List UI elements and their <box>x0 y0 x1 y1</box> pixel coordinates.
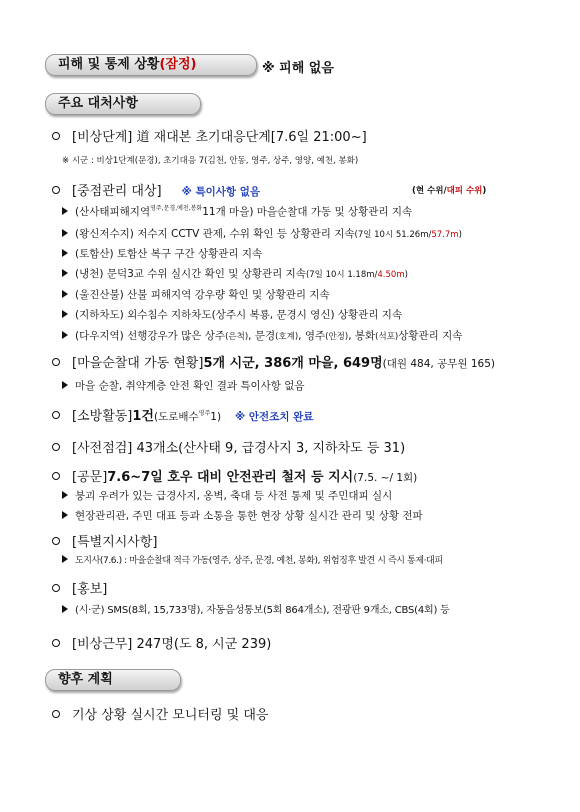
official-title: [공문] 7.6~7일 호우 대비 안전관리 철저 등 지시 (7.5. ~/ 1회) <box>52 466 417 485</box>
triangle-bullet-icon <box>62 331 68 339</box>
plan-pill-label: 향후 계획 <box>58 672 113 687</box>
triangle-bullet-icon <box>62 555 68 563</box>
pr-title: [홍보] <box>52 578 107 597</box>
fire-title: [소방활동] 1건 (도로배수 영주 1) ※ 안전조치 완료 <box>52 405 313 424</box>
circle-bullet-icon <box>52 186 60 194</box>
plan-section-pill <box>45 669 181 691</box>
circle-bullet-icon <box>52 639 60 647</box>
focus-item-naengcheon: (냉천) 문덕3교 수위 실시간 확인 및 상황관리 지속 (7일 10시 1.18m/ 4.50m ) <box>62 266 408 281</box>
circle-bullet-icon <box>52 411 60 419</box>
status-note: ※ 피해 없음 <box>262 61 334 76</box>
triangle-bullet-icon <box>62 491 68 499</box>
focus-item-underpass: (지하차도) 외수침수 지하차도(상주시 복룡, 문경시 영신) 상황관리 지속 <box>62 307 402 322</box>
triangle-bullet-icon <box>62 229 68 237</box>
focus-item-tohamsan: (토함산) 토함산 복구 구간 상황관리 지속 <box>62 246 262 261</box>
official-detail-1: 붕괴 우려가 있는 급경사지, 옹벽, 축대 등 사전 통제 및 주민대피 실시 <box>62 488 392 503</box>
triangle-bullet-icon <box>62 511 68 519</box>
patrol-detail: 마을 순찰, 취약계층 안전 확인 결과 특이사항 없음 <box>62 378 305 393</box>
triangle-bullet-icon <box>62 249 68 257</box>
triangle-bullet-icon <box>62 290 68 298</box>
focus-item-reservoir: (왕신저수지) 저수지 CCTV 관제, 수위 확인 등 상황관리 지속 (7일 10시 51.26m/ 57.7m ) <box>62 226 462 241</box>
status-section-pill <box>45 54 257 76</box>
fire-note: ※ 안전조치 완료 <box>235 411 314 423</box>
special-detail: 도지사(7.6.) : 마을순찰대 적극 가동(영주, 상주, 문경, 예천, 봉화), 위험징후 발견 시 즉시 통제·대피 <box>62 553 443 566</box>
precheck-title: [사전점검] 43개소(산사태 9, 급경사지 3, 지하차도 등 31) <box>52 437 405 456</box>
triangle-bullet-icon <box>62 310 68 318</box>
circle-bullet-icon <box>52 472 60 480</box>
status-pill-label: 피해 및 통제 상황 <box>58 57 160 72</box>
triangle-bullet-icon <box>62 605 68 613</box>
patrol-title: [마을순찰대 가동 현황] 5개 시군, 386개 마을, 649명 (대원 484, 공무원 165) <box>52 352 495 371</box>
plan-item: 기상 상황 실시간 모니터링 및 대응 <box>52 704 268 723</box>
circle-bullet-icon <box>52 443 60 451</box>
emergency-detail: ※ 시군 : 비상1단계(문경), 초기대응 7(김천, 안동, 영주, 상주, 영양, 예천, 봉화) <box>62 156 359 166</box>
special-title: [특별지시사항] <box>52 531 158 550</box>
circle-bullet-icon <box>52 584 60 592</box>
circle-bullet-icon <box>52 710 60 718</box>
focus-item-landslide: (산사태피해지역 영주,문경,예천,봉화 11개 마을) 마을순찰대 가동 및 상황관리 지속 <box>62 204 412 219</box>
measures-pill-label: 주요 대처사항 <box>58 96 138 111</box>
focus-item-heavy-rain: (다우지역) 선행강우가 많은 상주 (은척) , 문경 (호계) , 영주 (안정) , 봉화 (석포) 상황관리 지속 <box>62 328 462 343</box>
circle-bullet-icon <box>52 132 60 140</box>
pr-detail: (시·군) SMS(8회, 15,733명), 자동음성통보(5회 864개소), 전광판 9개소, CBS(4회) 등 <box>62 601 450 616</box>
duty-title: [비상근무] 247명(도 8, 시군 239) <box>52 633 271 652</box>
circle-bullet-icon <box>52 358 60 366</box>
status-pill-provisional: (잠정) <box>159 57 197 72</box>
focus-title: [중점관리 대상] ※ 특이사항 없음 <box>52 180 260 199</box>
focus-legend: (현 수위/대피 수위) <box>412 186 487 196</box>
measures-section-pill <box>45 93 201 115</box>
triangle-bullet-icon <box>62 269 68 277</box>
official-detail-2: 현장관리관, 주민 대표 등과 소통을 통한 현장 상황 실시간 관리 및 상황 전파 <box>62 508 423 523</box>
circle-bullet-icon <box>52 537 60 545</box>
triangle-bullet-icon <box>62 207 68 215</box>
focus-note: ※ 특이사항 없음 <box>181 186 261 198</box>
emergency-title: [비상단계] 道 재대본 초기대응단계[7.6일 21:00~] <box>52 126 367 145</box>
triangle-bullet-icon <box>62 381 68 389</box>
focus-item-uljin: (울진산불) 산불 피해지역 강우량 확인 및 상황관리 지속 <box>62 287 330 302</box>
